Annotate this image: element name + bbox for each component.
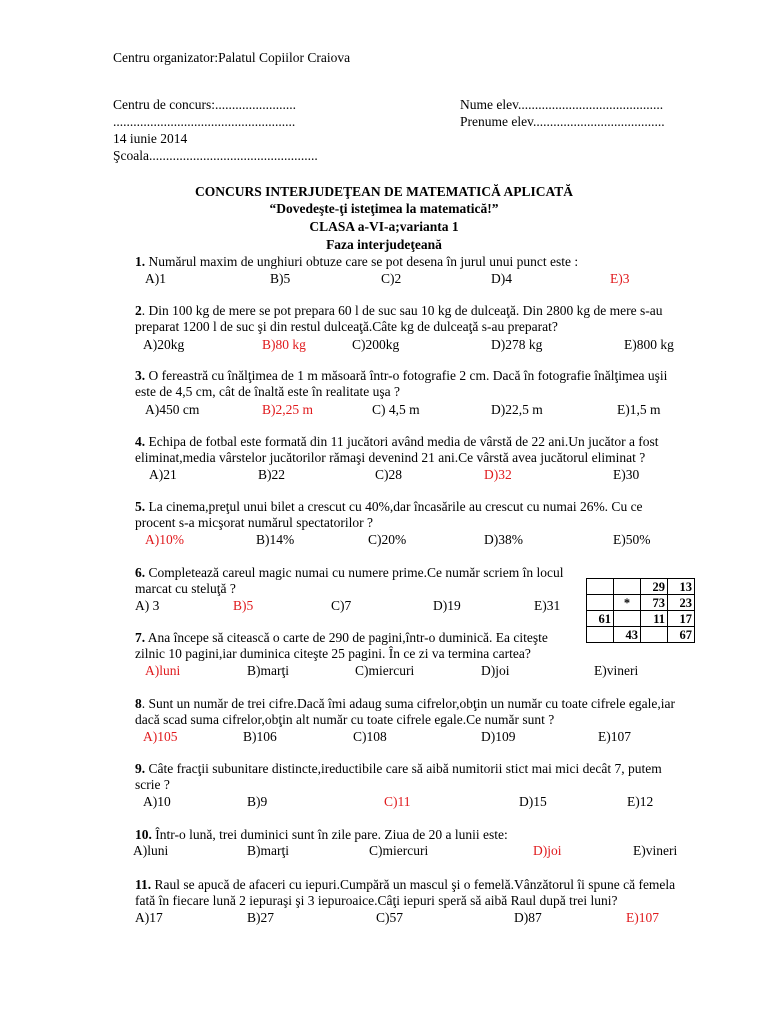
answer-option-c: C)28 [375,467,402,482]
answer-option-e: E)1,5 m [617,402,661,417]
answer-option-e: E)107 [598,729,631,744]
answer-option-c: C)20% [368,532,407,547]
magic-square-cell: * [614,595,641,611]
answer-option-b: B)5 [270,271,291,286]
answer-option-c: C)7 [331,598,352,613]
magic-square-cell [614,611,641,627]
magic-square-cell [587,595,614,611]
organizer-line: Centru organizator:Palatul Copiilor Craiova [113,50,351,65]
question-1 [135,254,595,270]
question-number: 5. [135,499,146,514]
answer-option-c: C)108 [353,729,387,744]
answer-option-e: E)800 kg [624,337,674,352]
question-text: . Sunt un număr de trei cifre.Dacă îmi adaug suma cifrelor,obţin un număr cu toate cifrele egale,iar dacă scad suma cifrelor,obţin alt număr cu toate cifrele egale.Ce număr sunt ? [135,696,675,727]
answer-option-d: D)32 [484,467,512,482]
answer-option-a: A)luni [145,663,181,678]
magic-square-cell: 29 [641,579,668,595]
question-text: Ana începe să citească o carte de 290 de pagini,într-o duminică. Ea citeşte zilnic 10 pagini,iar duminica citeşte 25 pagini. În ce zi va termina cartea? [135,630,548,661]
magic-square-cell: 23 [668,595,695,611]
dots-line: ...................................................... [113,114,296,129]
answer-option-b: B)marţi [247,663,289,678]
question-number: 9. [135,761,146,776]
answer-option-d: D)19 [433,598,461,613]
answer-option-a: A)450 cm [145,402,200,417]
answer-option-d: D)278 kg [491,337,543,352]
question-6 [135,565,575,597]
contest-title: CONCURS INTERJUDEŢEAN DE MATEMATICĂ APLICATĂ [194,184,574,199]
magic-square-cell [641,627,668,643]
answer-option-d: D)15 [519,794,547,809]
magic-square-cell: 17 [668,611,695,627]
question-number: 11. [135,877,152,892]
answer-option-a: A)17 [135,910,163,925]
school-line: Şcoala.................................................. [113,148,318,163]
answer-option-c: C)57 [376,910,403,925]
question-text: Într-o lună, trei duminici sunt în zile pare. Ziua de 20 a lunii este: [151,827,508,842]
question-5 [135,499,680,531]
answer-option-a: A)10% [145,532,184,547]
question-3 [135,368,680,400]
student-name-line: Nume elev........................................... [460,97,664,112]
answer-option-a: A)1 [145,271,166,286]
magic-square-row [587,627,695,643]
magic-square-cell [587,627,614,643]
phase-title: Faza interjudeţeană [326,237,442,252]
date-line: 14 iunie 2014 [113,131,188,146]
answer-option-d: D)joi [481,663,510,678]
question-text: Numărul maxim de unghiuri obtuze care se pot desena în jurul unui punct este : [145,254,579,269]
magic-square [586,578,695,643]
answer-option-b: B)2,25 m [262,402,314,417]
question-number: 2 [135,303,142,318]
answer-option-c: C)11 [384,794,411,809]
answer-option-d: D)joi [533,843,562,858]
magic-square-cell [614,579,641,595]
answer-option-d: D)87 [514,910,542,925]
answer-option-e: E)vineri [594,663,639,678]
magic-square-cell: 11 [641,611,668,627]
answer-option-c: C)200kg [352,337,400,352]
answer-option-a: A)luni [133,843,169,858]
question-number: 4. [135,434,146,449]
question-2 [135,303,690,335]
question-4 [135,434,680,466]
answer-option-c: C) 4,5 m [372,402,420,417]
question-7 [135,630,575,662]
answer-option-b: B)106 [243,729,277,744]
question-number: 8 [135,696,142,711]
answer-option-b: B)14% [256,532,295,547]
answer-option-d: D)109 [481,729,516,744]
question-number: 3. [135,368,146,383]
question-text: Completează careul magic numai cu numere prime.Ce număr scriem în locul marcat cu steluţă ? [135,565,564,596]
magic-square-row [587,595,695,611]
magic-square-cell: 43 [614,627,641,643]
answer-option-d: D)38% [484,532,523,547]
magic-square-cell: 73 [641,595,668,611]
answer-option-b: B)27 [247,910,274,925]
question-8 [135,696,690,728]
answer-option-b: B)80 kg [262,337,306,352]
answer-option-d: D)4 [491,271,512,286]
answer-option-a: A) 3 [135,598,160,613]
answer-option-a: A)10 [143,794,171,809]
class-variant: CLASA a-VI-a;varianta 1 [309,219,459,234]
answer-option-a: A)105 [143,729,178,744]
magic-square-row [587,611,695,627]
answer-option-a: A)21 [149,467,177,482]
answer-option-c: C)miercuri [355,663,415,678]
answer-option-b: B)marţi [247,843,289,858]
answer-option-d: D)22,5 m [491,402,543,417]
question-number: 6. [135,565,146,580]
answer-option-c: C)miercuri [369,843,429,858]
answer-option-c: C)2 [381,271,402,286]
answer-option-e: E)31 [534,598,561,613]
question-text: Raul se apucă de afaceri cu iepuri.Cumpără un mascul şi o femelă.Vânzătorul îi spune că femela fată în fiecare lună 2 iepuraşi şi 3 iepuroaice.Câţi iepuri speră să aibă Raul după trei luni? [135,877,676,908]
question-text: O fereastră cu înălţimea de 1 m măsoară într-o fotografie 2 cm. Dacă în fotografie înălţimea uşii este de 4,5 cm, cât de înaltă este în realitate uşa ? [135,368,668,399]
question-text: La cinema,preţul unui bilet a crescut cu 40%,dar încasările au crescut cu numai 26%. Cu ce procent s-a micşorat numărul spectatorilor ? [135,499,643,530]
contest-subtitle: “Dovedeşte-ţi isteţimea la matematică!” [269,201,499,216]
student-surname-line: Prenume elev....................................... [460,114,665,129]
magic-square-cell: 13 [668,579,695,595]
question-10 [135,827,670,843]
question-9 [135,761,670,793]
magic-square-row [587,579,695,595]
answer-option-e: E)3 [610,271,630,286]
question-text: Echipa de fotbal este formată din 11 jucători având media de vârstă de 22 ani.Un jucător a fost eliminat,media vârstelor jucătorilor rămaşi devenind 21 ani.Ce vârstă avea jucătorul eliminat ? [135,434,659,465]
question-text: . Din 100 kg de mere se pot prepara 60 l de suc sau 10 kg de dulceaţă. Din 2800 kg de mere s-au preparat 1200 l de suc şi din restul dulceaţă.Câte kg de dulceaţă s-au preparat? [135,303,663,334]
answer-option-b: B)22 [258,467,285,482]
answer-option-e: E)30 [613,467,640,482]
magic-square-cell: 61 [587,611,614,627]
answer-option-b: B)9 [247,794,268,809]
question-11 [135,877,690,909]
question-number: 10. [135,827,152,842]
answer-option-e: E)107 [626,910,659,925]
question-text: Câte fracţii subunitare distincte,ireductibile care să aibă numitorii stict mai mici decât 7, putem scrie ? [135,761,662,792]
answer-option-b: B)5 [233,598,254,613]
contest-center-line: Centru de concurs:........................ [113,97,296,112]
answer-option-e: E)12 [627,794,654,809]
answer-option-e: E)50% [613,532,651,547]
magic-square-cell [587,579,614,595]
question-number: 1. [135,254,146,269]
magic-square-cell: 67 [668,627,695,643]
question-number: 7. [135,630,146,645]
answer-option-e: E)vineri [633,843,678,858]
answer-option-a: A)20kg [143,337,185,352]
